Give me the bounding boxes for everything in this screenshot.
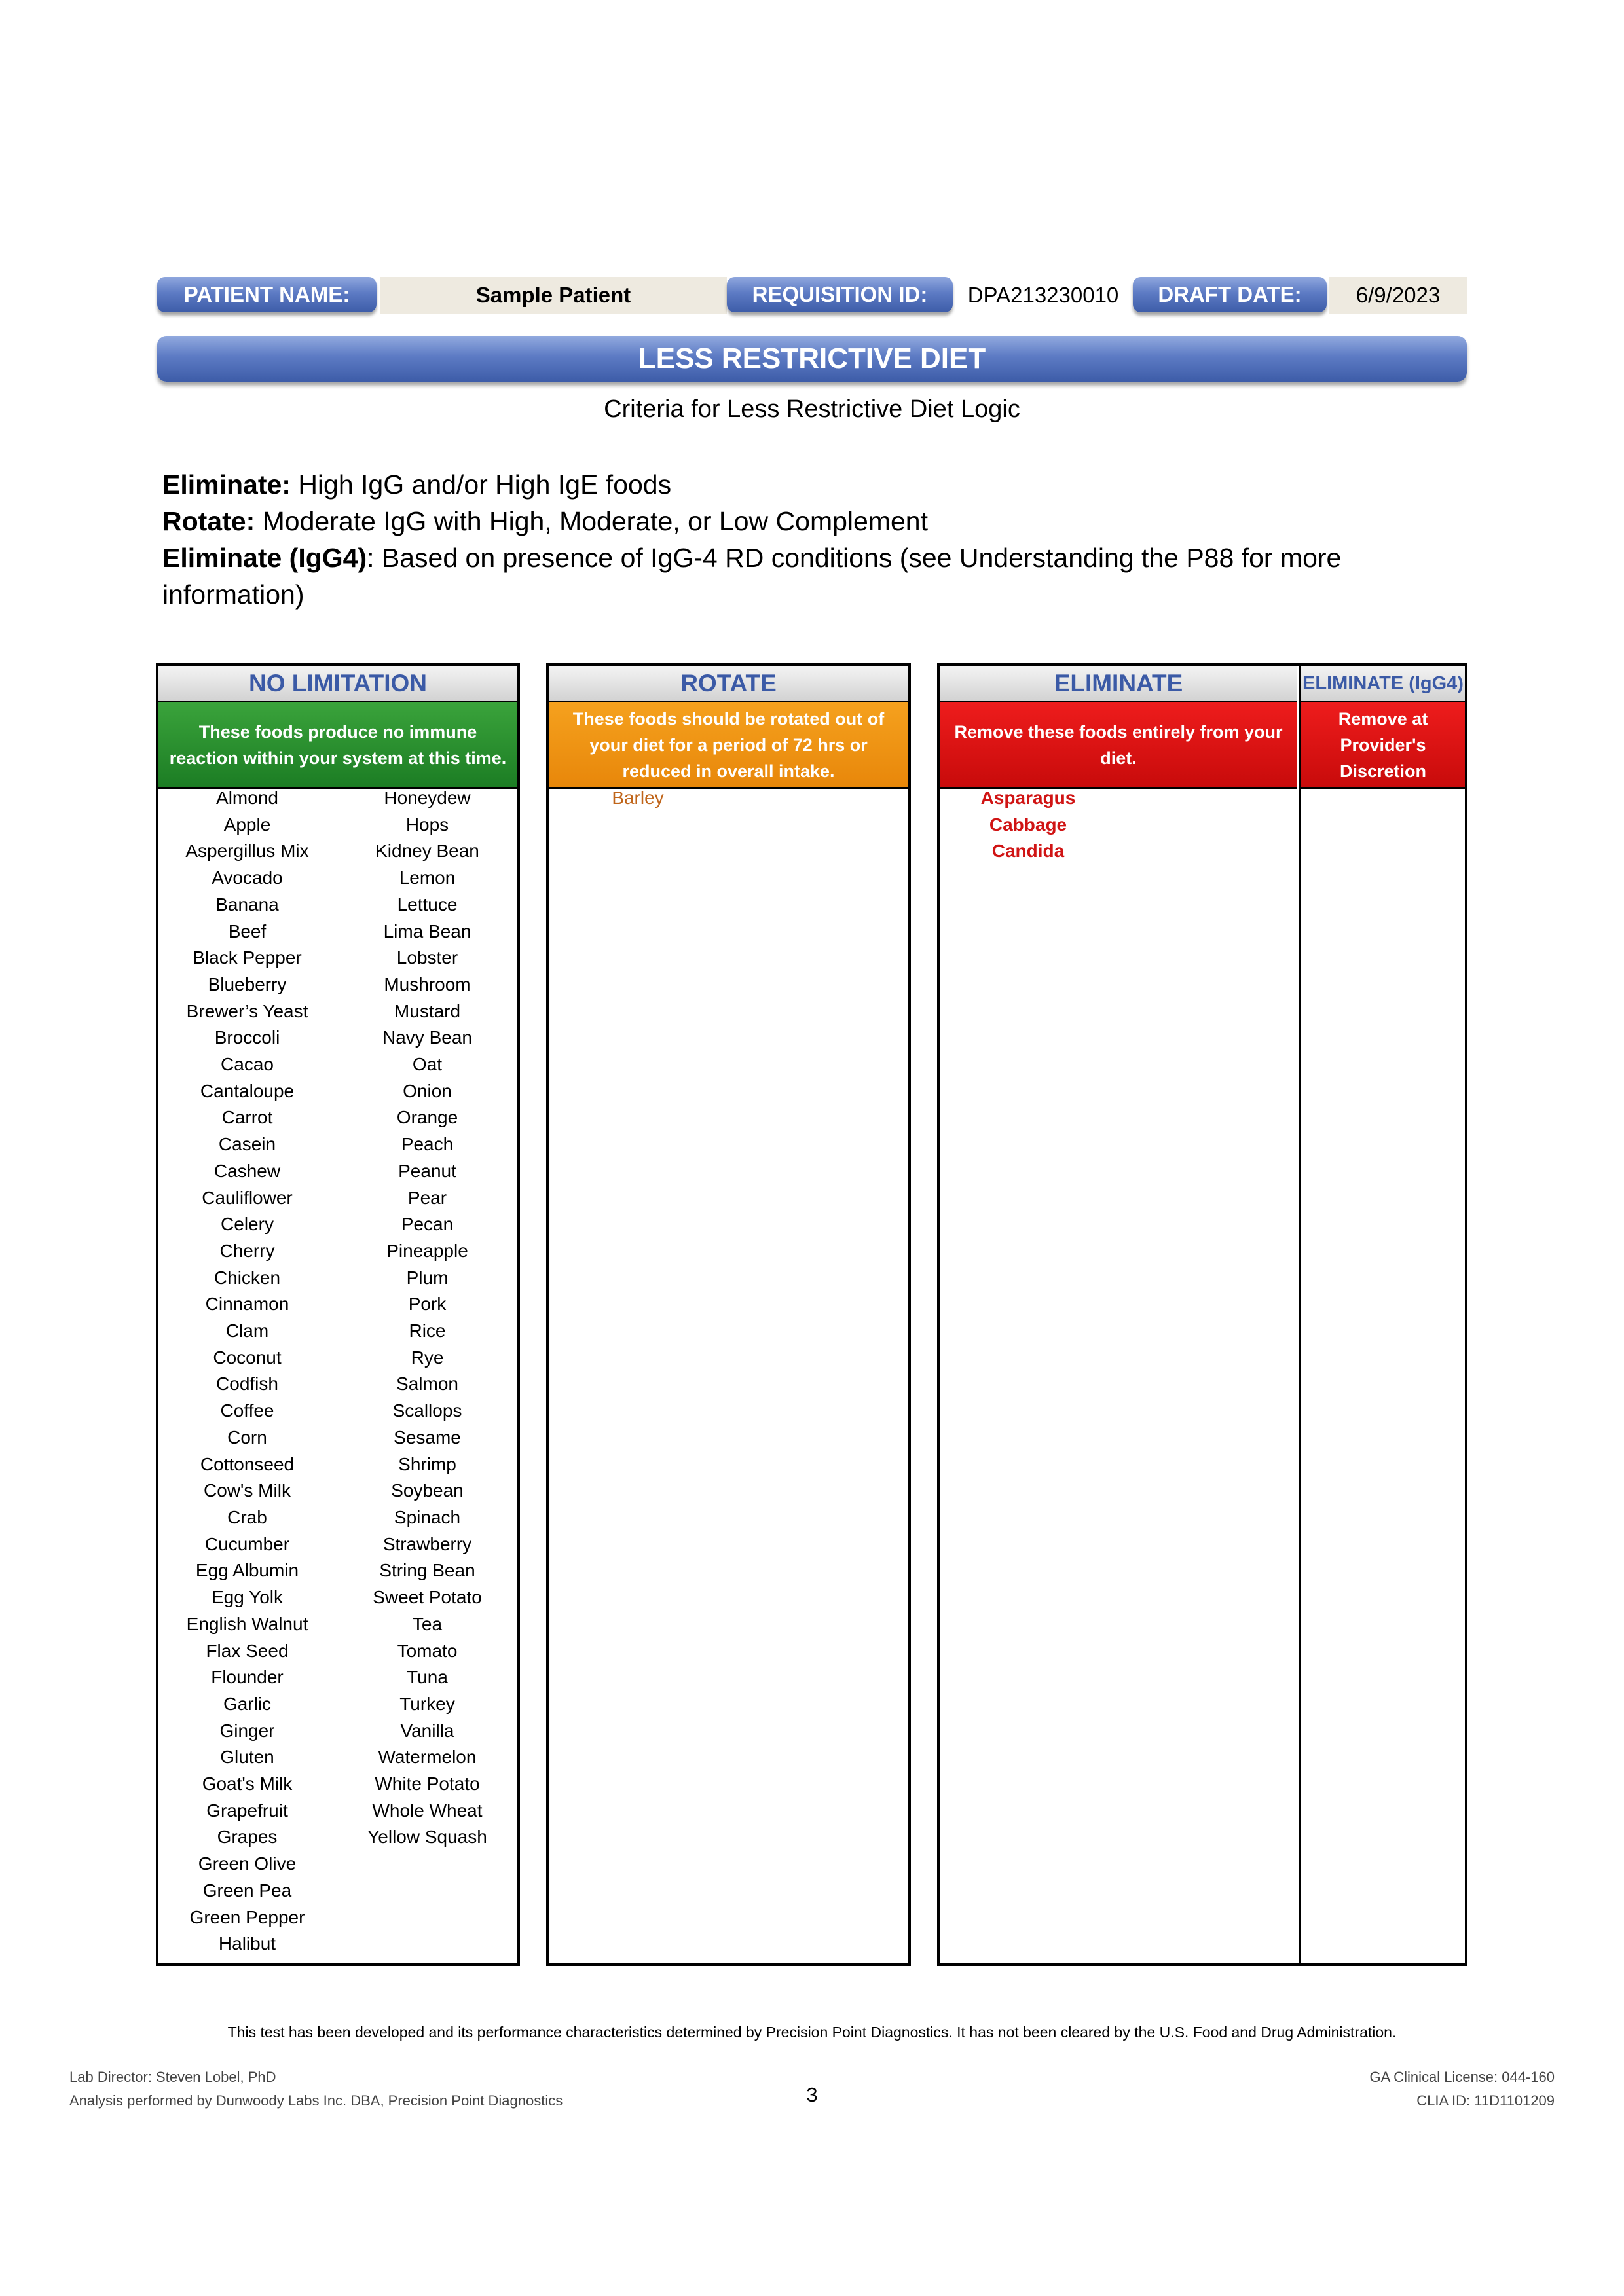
patient-name-value: Sample Patient (380, 277, 727, 314)
food-item: Honeydew (384, 788, 471, 808)
eliminate-igg4-description: Remove at Provider's Discretion (1301, 702, 1465, 789)
criteria-eliminate: Eliminate: High IgG and/or High IgE foods (162, 469, 672, 500)
food-item: Scallops (392, 1400, 462, 1421)
food-item: Garlic (223, 1693, 272, 1714)
food-item: String Bean (379, 1560, 475, 1581)
food-item: Gluten (220, 1747, 274, 1768)
food-item: Cacao (221, 1054, 274, 1075)
eliminate-foods (963, 785, 1094, 865)
eliminate-description: Remove these foods entirely from your diet. (940, 702, 1297, 789)
food-item: Pear (407, 1187, 447, 1208)
food-item: Sesame (394, 1427, 461, 1448)
clia-id: CLIA ID: 11D1101209 (1416, 2092, 1555, 2109)
analysis-performed-by: Analysis performed by Dunwoody Labs Inc. DBA, Precision Point Diagnostics (69, 2092, 563, 2109)
food-item: Whole Wheat (372, 1800, 483, 1821)
food-item: Blueberry (208, 974, 287, 994)
food-item: Almond (216, 788, 278, 808)
rotate-panel (546, 663, 911, 1966)
food-item: Lemon (399, 867, 456, 888)
food-item: Apple (223, 814, 271, 835)
food-item: Cherry (219, 1240, 275, 1261)
food-item: Rice (409, 1321, 446, 1341)
food-item: Orange (396, 1107, 458, 1128)
food-item: Tuna (407, 1667, 448, 1688)
food-item: Grapefruit (206, 1800, 288, 1821)
food-item: Peanut (398, 1160, 456, 1181)
page-subtitle: Criteria for Less Restrictive Diet Logic (604, 395, 1020, 423)
food-item: Cashew (213, 1160, 281, 1181)
food-item: Soybean (391, 1480, 464, 1501)
criteria-rotate: Rotate: Moderate IgG with High, Moderate, or Low Complement (162, 506, 928, 536)
food-item: Asparagus (980, 788, 1076, 808)
page-title: LESS RESTRICTIVE DIET (157, 336, 1467, 382)
food-item: Egg Albumin (195, 1560, 299, 1581)
food-item: Ginger (219, 1720, 275, 1741)
food-item: Clam (225, 1321, 269, 1341)
food-item: Flounder (211, 1667, 284, 1688)
food-item: Rye (411, 1347, 444, 1368)
patient-name-label: PATIENT NAME: (157, 277, 377, 312)
food-item: Green Pepper (189, 1906, 305, 1927)
food-item: Brewer’s Yeast (186, 1000, 308, 1021)
food-item: Carrot (221, 1107, 273, 1128)
food-item: Candida (991, 841, 1065, 862)
food-item: Shrimp (398, 1453, 456, 1474)
food-item: White Potato (375, 1774, 480, 1795)
no-limitation-description: These foods produce no immune reaction within your system at this time. (158, 702, 517, 789)
food-item: Coffee (220, 1400, 274, 1421)
food-item: English Walnut (186, 1613, 308, 1634)
food-item: Lettuce (397, 894, 458, 915)
food-item: Oat (412, 1054, 443, 1075)
food-item: Aspergillus Mix (185, 841, 309, 862)
no-limitation-foods-col1 (160, 785, 334, 1958)
food-item: Pineapple (386, 1240, 468, 1261)
food-item: Halibut (218, 1933, 276, 1954)
fda-disclaimer: This test has been developed and its performance characteristics determined by Precision Point Diagnostics. It has not been cleared by the U.S. Food and Drug Administration. (227, 2024, 1397, 2041)
food-item: Cinnamon (205, 1294, 289, 1315)
food-item: Watermelon (378, 1747, 477, 1768)
food-item: Banana (215, 894, 279, 915)
food-item: Beef (228, 920, 267, 941)
food-item: Celery (221, 1214, 274, 1235)
rotate-description: These foods should be rotated out of your diet for a period of 72 hrs or reduced in overall intake. (549, 702, 908, 789)
food-item: Egg Yolk (212, 1587, 283, 1608)
requisition-id-value: DPA213230010 (955, 277, 1132, 314)
food-item: Mustard (394, 1000, 461, 1021)
clinical-license: GA Clinical License: 044-160 (1369, 2069, 1555, 2085)
food-item: Green Olive (198, 1853, 297, 1874)
food-item: Cabbage (989, 814, 1067, 835)
food-item: Pork (408, 1294, 447, 1315)
lab-director: Lab Director: Steven Lobel, PhD (69, 2069, 276, 2085)
food-item: Tomato (397, 1640, 458, 1661)
food-item: Cauliflower (202, 1187, 293, 1208)
eliminate-igg4-column (1299, 666, 1465, 1963)
food-item: Hops (405, 814, 449, 835)
eliminate-header: ELIMINATE (940, 666, 1297, 702)
food-item: Salmon (396, 1374, 458, 1394)
food-item: Green Pea (202, 1880, 292, 1901)
food-item: Broccoli (214, 1027, 280, 1048)
criteria-eliminate-igg4: Eliminate (IgG4): Based on presence of IgG-4 RD conditions (see Understanding the P88 for more information) (162, 543, 1342, 610)
food-item: Cottonseed (200, 1453, 295, 1474)
requisition-id-label: REQUISITION ID: (727, 277, 953, 312)
food-item: Onion (403, 1080, 452, 1101)
food-item: Lima Bean (383, 920, 471, 941)
food-item: Strawberry (382, 1533, 472, 1554)
footer-right (1370, 2066, 1555, 2113)
food-item: Flax Seed (206, 1640, 289, 1661)
food-item: Lobster (396, 947, 458, 968)
food-item: Sweet Potato (373, 1587, 482, 1608)
food-item: Avocado (212, 867, 283, 888)
draft-date-value: 6/9/2023 (1329, 277, 1467, 314)
rotate-header: ROTATE (549, 666, 908, 702)
food-item: Plum (406, 1267, 449, 1288)
food-item: Tea (412, 1613, 443, 1634)
food-item: Black Pepper (193, 947, 302, 968)
food-item: Crab (227, 1506, 267, 1527)
food-item: Chicken (213, 1267, 281, 1288)
food-item: Peach (401, 1134, 454, 1155)
food-item: Goat's Milk (202, 1774, 293, 1795)
food-item: Pecan (401, 1214, 454, 1235)
food-item: Yellow Squash (367, 1827, 487, 1848)
food-item: Coconut (213, 1347, 282, 1368)
food-item: Cantaloupe (200, 1080, 295, 1101)
food-item: Codfish (216, 1374, 278, 1394)
page-number: 3 (806, 2083, 818, 2106)
food-item: Spinach (394, 1506, 461, 1527)
draft-date-label: DRAFT DATE: (1133, 277, 1327, 312)
food-item: Barley (612, 788, 664, 808)
food-item: Turkey (399, 1693, 455, 1714)
food-item: Casein (218, 1134, 276, 1155)
food-item: Navy Bean (382, 1027, 472, 1048)
food-item: Corn (227, 1427, 267, 1448)
no-limitation-header: NO LIMITATION (158, 666, 517, 702)
food-item: Grapes (217, 1827, 278, 1848)
rotate-foods (572, 785, 703, 812)
food-item: Cow's Milk (204, 1480, 291, 1501)
no-limitation-foods-col2 (341, 785, 514, 1851)
eliminate-igg4-header: ELIMINATE (IgG4) (1301, 666, 1465, 702)
food-item: Cucumber (204, 1533, 290, 1554)
criteria-block (162, 466, 1407, 613)
food-item: Mushroom (384, 974, 471, 994)
food-item: Kidney Bean (375, 841, 479, 862)
food-item: Vanilla (400, 1720, 454, 1741)
